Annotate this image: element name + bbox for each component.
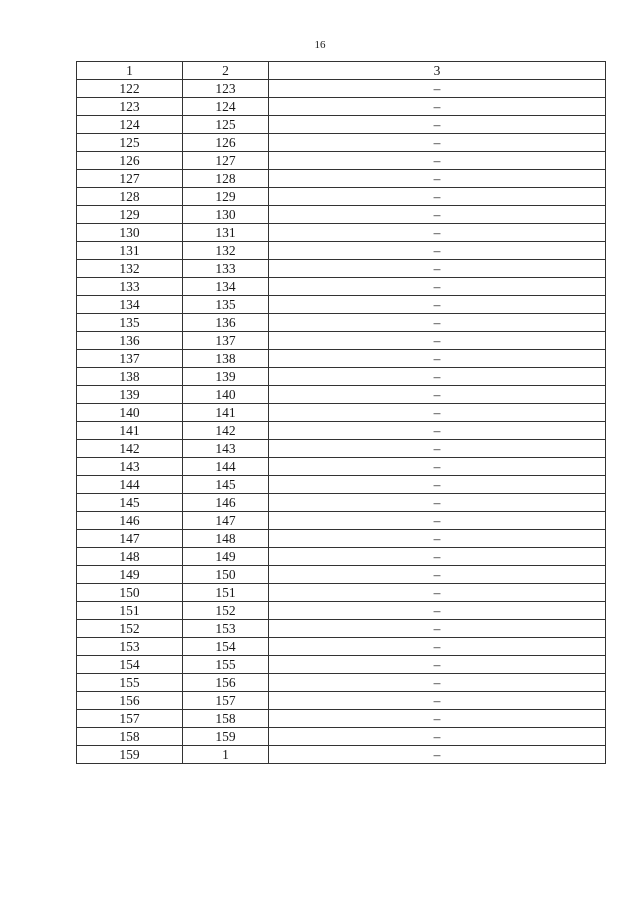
table-cell-col-2: 146: [183, 494, 269, 512]
table-cell-col-3: –: [269, 728, 606, 746]
table-cell-col-1: 146: [77, 512, 183, 530]
table-cell-col-2: 1: [183, 746, 269, 764]
table-row: [77, 548, 606, 566]
table-cell-col-2: 129: [183, 188, 269, 206]
table-cell-col-2: 145: [183, 476, 269, 494]
table-row: [77, 602, 606, 620]
table-cell-col-3: –: [269, 512, 606, 530]
table-cell-col-1: 140: [77, 404, 183, 422]
table-row: [77, 404, 606, 422]
table-row: [77, 152, 606, 170]
table-cell-col-2: 156: [183, 674, 269, 692]
table-row: [77, 728, 606, 746]
table-cell-col-3: –: [269, 440, 606, 458]
table-cell-col-2: 158: [183, 710, 269, 728]
table-cell-col-2: 154: [183, 638, 269, 656]
table-cell-col-1: 136: [77, 332, 183, 350]
table-row: [77, 350, 606, 368]
table-row: [77, 116, 606, 134]
table-row: [77, 746, 606, 764]
table-cell-col-2: 151: [183, 584, 269, 602]
table-cell-col-1: 142: [77, 440, 183, 458]
table-cell-col-1: 151: [77, 602, 183, 620]
column-header-2: 2: [183, 62, 269, 80]
table-cell-col-1: 157: [77, 710, 183, 728]
table-cell-col-3: –: [269, 188, 606, 206]
table-cell-col-3: –: [269, 98, 606, 116]
table-row: [77, 530, 606, 548]
table-cell-col-2: 127: [183, 152, 269, 170]
table-cell-col-2: 141: [183, 404, 269, 422]
table-cell-col-1: 141: [77, 422, 183, 440]
table-cell-col-1: 126: [77, 152, 183, 170]
table-row: [77, 494, 606, 512]
table-cell-col-2: 159: [183, 728, 269, 746]
table-cell-col-3: –: [269, 476, 606, 494]
table-cell-col-3: –: [269, 332, 606, 350]
table-cell-col-1: 145: [77, 494, 183, 512]
table-cell-col-1: 135: [77, 314, 183, 332]
table-cell-col-2: 132: [183, 242, 269, 260]
table-cell-col-1: 155: [77, 674, 183, 692]
table-cell-col-2: 137: [183, 332, 269, 350]
table-row: [77, 98, 606, 116]
table-row: [77, 476, 606, 494]
table-cell-col-3: –: [269, 368, 606, 386]
table-cell-col-3: –: [269, 134, 606, 152]
table-row: [77, 638, 606, 656]
table-row: [77, 170, 606, 188]
table-cell-col-2: 126: [183, 134, 269, 152]
table-cell-col-1: 150: [77, 584, 183, 602]
table-cell-col-2: 125: [183, 116, 269, 134]
table-row: [77, 656, 606, 674]
table-cell-col-1: 131: [77, 242, 183, 260]
table-cell-col-2: 128: [183, 170, 269, 188]
table-cell-col-1: 156: [77, 692, 183, 710]
table-row: [77, 206, 606, 224]
table-cell-col-3: –: [269, 692, 606, 710]
table-cell-col-1: 130: [77, 224, 183, 242]
table-cell-col-2: 142: [183, 422, 269, 440]
table-cell-col-2: 134: [183, 278, 269, 296]
table-cell-col-3: –: [269, 170, 606, 188]
table-cell-col-3: –: [269, 458, 606, 476]
table-row: [77, 440, 606, 458]
table-cell-col-2: 157: [183, 692, 269, 710]
column-header-3: 3: [269, 62, 606, 80]
table-cell-col-3: –: [269, 422, 606, 440]
table-cell-col-1: 143: [77, 458, 183, 476]
table-header: [77, 62, 606, 80]
table-cell-col-2: 155: [183, 656, 269, 674]
table-cell-col-3: –: [269, 206, 606, 224]
table-cell-col-3: –: [269, 404, 606, 422]
table-cell-col-1: 123: [77, 98, 183, 116]
table-cell-col-1: 125: [77, 134, 183, 152]
table-cell-col-2: 138: [183, 350, 269, 368]
table-cell-col-2: 130: [183, 206, 269, 224]
table-row: [77, 278, 606, 296]
table-cell-col-3: –: [269, 242, 606, 260]
table-row: [77, 314, 606, 332]
table-row: [77, 422, 606, 440]
table-cell-col-3: –: [269, 746, 606, 764]
table-cell-col-2: 148: [183, 530, 269, 548]
table-row: [77, 458, 606, 476]
table-row: [77, 566, 606, 584]
table-cell-col-2: 139: [183, 368, 269, 386]
table-cell-col-1: 159: [77, 746, 183, 764]
table-cell-col-3: –: [269, 296, 606, 314]
table-body: [77, 80, 606, 764]
table-cell-col-3: –: [269, 152, 606, 170]
table-cell-col-1: 153: [77, 638, 183, 656]
table-cell-col-1: 132: [77, 260, 183, 278]
table-cell-col-2: 150: [183, 566, 269, 584]
table-cell-col-1: 158: [77, 728, 183, 746]
table-cell-col-2: 123: [183, 80, 269, 98]
table-cell-col-3: –: [269, 710, 606, 728]
table-cell-col-3: –: [269, 566, 606, 584]
data-table: [76, 61, 606, 764]
table-cell-col-3: –: [269, 584, 606, 602]
table-cell-col-2: 136: [183, 314, 269, 332]
table-cell-col-2: 143: [183, 440, 269, 458]
page-number: 16: [314, 39, 326, 51]
table-cell-col-3: –: [269, 350, 606, 368]
table-cell-col-1: 122: [77, 80, 183, 98]
table-cell-col-1: 129: [77, 206, 183, 224]
table-cell-col-1: 147: [77, 530, 183, 548]
table-cell-col-1: 148: [77, 548, 183, 566]
table-cell-col-1: 127: [77, 170, 183, 188]
table-cell-col-1: 149: [77, 566, 183, 584]
table-cell-col-1: 134: [77, 296, 183, 314]
table-row: [77, 134, 606, 152]
table-row: [77, 692, 606, 710]
table-cell-col-2: 133: [183, 260, 269, 278]
table-cell-col-1: 144: [77, 476, 183, 494]
table-cell-col-3: –: [269, 548, 606, 566]
table-cell-col-2: 144: [183, 458, 269, 476]
table-cell-col-3: –: [269, 674, 606, 692]
table-cell-col-2: 131: [183, 224, 269, 242]
table-cell-col-3: –: [269, 80, 606, 98]
table-cell-col-3: –: [269, 278, 606, 296]
table-cell-col-3: –: [269, 656, 606, 674]
table-row: [77, 710, 606, 728]
table-row: [77, 188, 606, 206]
table-cell-col-3: –: [269, 494, 606, 512]
header-row: [77, 62, 606, 80]
table-cell-col-2: 149: [183, 548, 269, 566]
table-row: [77, 584, 606, 602]
table-cell-col-3: –: [269, 260, 606, 278]
table-row: [77, 368, 606, 386]
table-cell-col-3: –: [269, 224, 606, 242]
table-row: [77, 80, 606, 98]
table-cell-col-3: –: [269, 602, 606, 620]
table-cell-col-3: –: [269, 314, 606, 332]
table-cell-col-2: 140: [183, 386, 269, 404]
table-row: [77, 260, 606, 278]
table-cell-col-1: 152: [77, 620, 183, 638]
table-cell-col-2: 153: [183, 620, 269, 638]
table-cell-col-2: 152: [183, 602, 269, 620]
table-row: [77, 224, 606, 242]
table-cell-col-1: 139: [77, 386, 183, 404]
table-row: [77, 386, 606, 404]
table-row: [77, 332, 606, 350]
table-cell-col-1: 128: [77, 188, 183, 206]
table-cell-col-3: –: [269, 620, 606, 638]
table-cell-col-2: 124: [183, 98, 269, 116]
table-row: [77, 296, 606, 314]
table-cell-col-1: 138: [77, 368, 183, 386]
table-cell-col-3: –: [269, 638, 606, 656]
table-cell-col-1: 137: [77, 350, 183, 368]
table-cell-col-1: 154: [77, 656, 183, 674]
table-row: [77, 512, 606, 530]
table-cell-col-3: –: [269, 530, 606, 548]
table-cell-col-2: 135: [183, 296, 269, 314]
table-cell-col-1: 133: [77, 278, 183, 296]
table-cell-col-3: –: [269, 386, 606, 404]
table-cell-col-3: –: [269, 116, 606, 134]
table-row: [77, 242, 606, 260]
column-header-1: 1: [77, 62, 183, 80]
table-cell-col-2: 147: [183, 512, 269, 530]
table-row: [77, 620, 606, 638]
table-row: [77, 674, 606, 692]
table-cell-col-1: 124: [77, 116, 183, 134]
